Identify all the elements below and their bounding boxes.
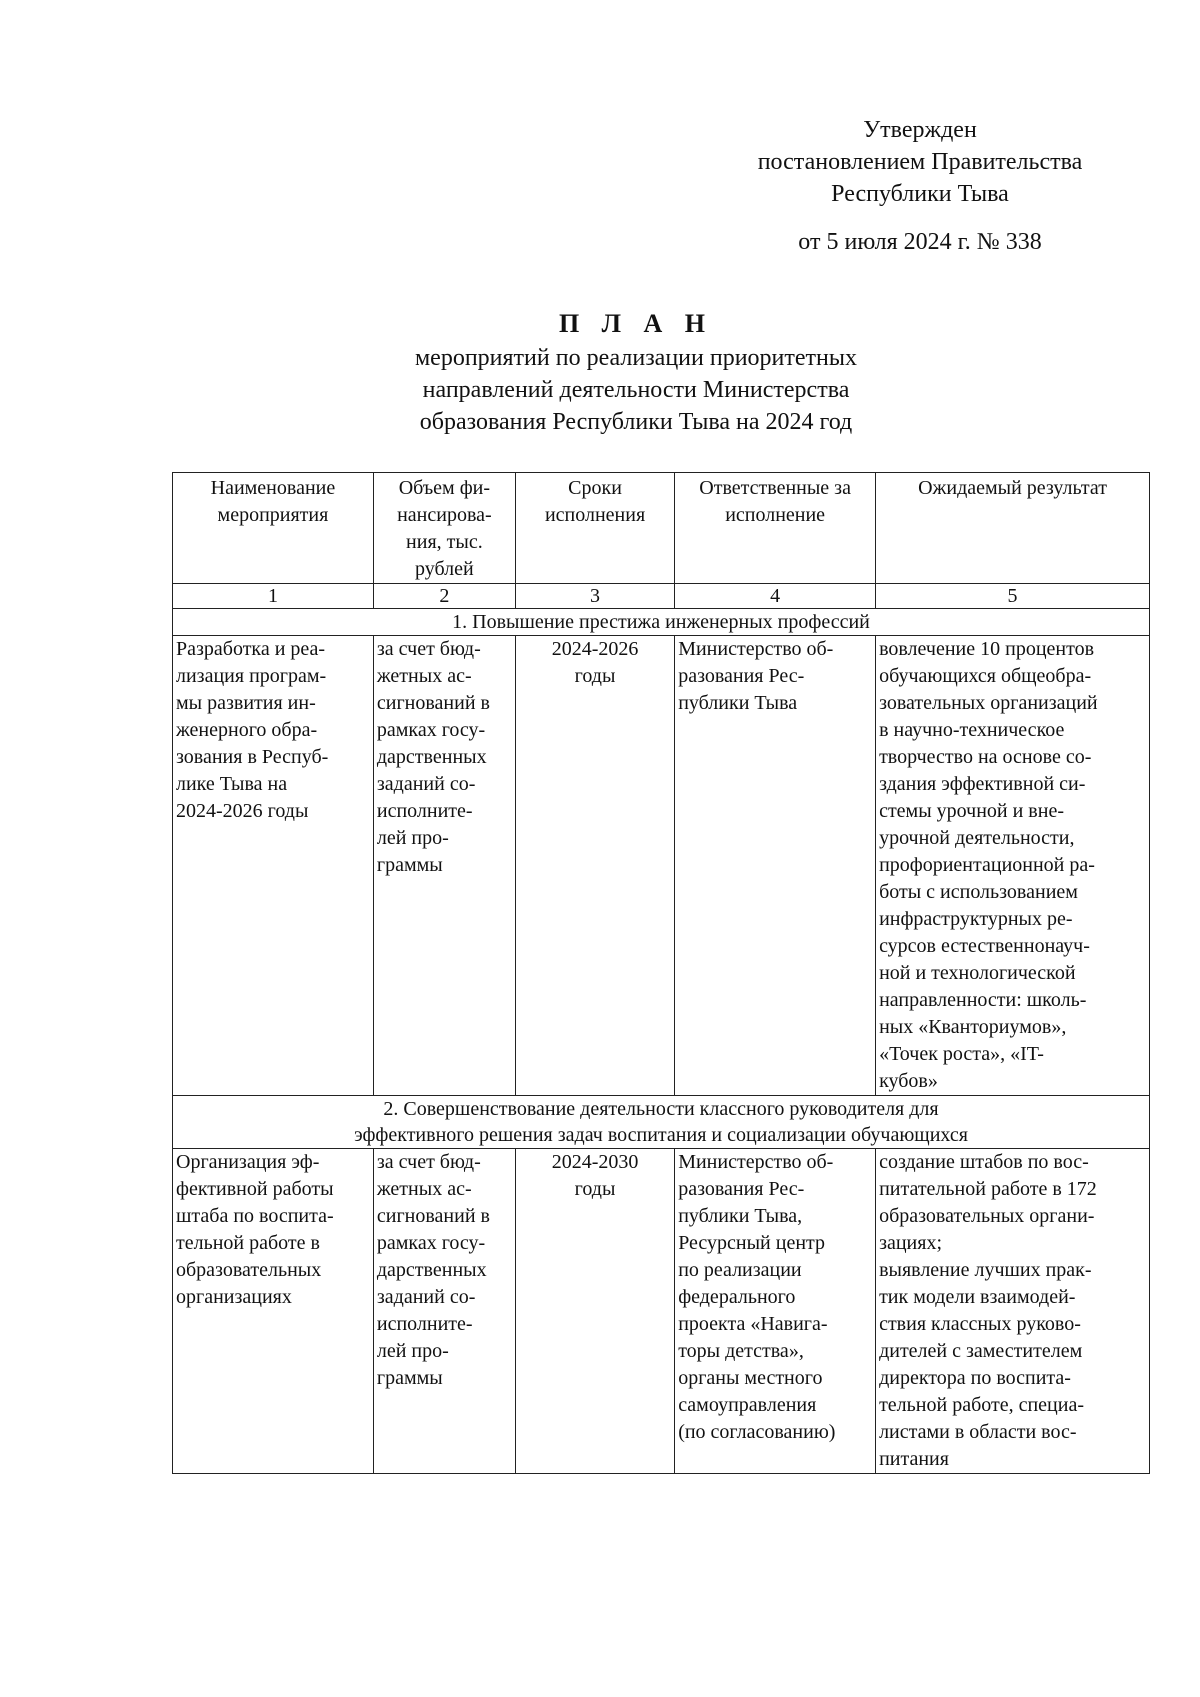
approval-line-1: Утвержден [863,117,977,143]
cell-responsible-line: Министерство об- [678,1151,834,1173]
section-title [173,609,1150,636]
cell-result [876,636,1150,1096]
cell-financing-line: исполните- [376,800,473,822]
column-number: 1 [173,584,374,609]
cell-name [173,636,374,1096]
cell-financing-line: граммы [376,854,443,876]
table-row [173,1149,1150,1474]
section-title-line: эффективного решения задач воспитания и социализации обучающихся [354,1124,968,1146]
cell-name-line: Разработка и реа- [176,638,326,660]
cell-financing-line: за счет бюд- [376,1151,481,1173]
cell-result-line: зациях; [879,1232,943,1254]
header-term-line: Сроки [568,477,622,499]
cell-term-line: годы [574,665,616,687]
header-financing-line: рублей [415,558,474,580]
cell-result-line: стемы урочной и вне- [879,800,1064,822]
cell-result [876,1149,1150,1474]
header-responsible [675,473,876,584]
header-result [876,473,1150,584]
table-body [173,609,1150,1474]
header-name-line: мероприятия [217,504,329,526]
cell-financing [373,636,515,1096]
header-name-line: Наименование [210,477,336,499]
table-header [173,473,1150,609]
cell-name-line: зования в Респуб- [176,746,329,768]
cell-financing-line: сигнований в [376,1205,490,1227]
title-line-3: образования Республики Тыва на 2024 год [419,409,853,435]
cell-term-line: 2024-2026 [551,638,639,660]
approval-line-3: Республики Тыва [831,181,1009,207]
cell-name-line: тельной работе в [176,1232,320,1254]
cell-result-line: ных «Кванториумов», [879,1016,1067,1038]
cell-result-line: урочной деятельности, [879,827,1075,849]
cell-responsible-line: федерального [678,1286,796,1308]
cell-financing-line: за счет бюд- [376,638,481,660]
cell-result-line: создание штабов по вос- [879,1151,1089,1173]
column-number: 4 [675,584,876,609]
cell-responsible-line: публики Тыва, [678,1205,803,1227]
cell-financing-line: дарственных [376,1259,487,1281]
section-title-row [173,1096,1150,1149]
cell-name-line: Организация эф- [176,1151,320,1173]
cell-responsible-line: разования Рес- [678,665,805,687]
header-financing-line: нансирова- [397,504,492,526]
cell-responsible [675,1149,876,1474]
cell-term [515,1149,674,1474]
cell-financing [373,1149,515,1474]
cell-result-line: питательной работе в 172 [879,1178,1097,1200]
cell-result-line: творчество на основе со- [879,746,1092,768]
header-financing-line: ния, тыс. [406,531,483,553]
table-row [173,636,1150,1096]
cell-name-line: женерного обра- [176,719,318,741]
cell-term-line: годы [574,1178,616,1200]
cell-result-line: ной и технологической [879,962,1076,984]
cell-financing-line: рамках госу- [376,719,486,741]
plan-table [172,472,1150,1474]
cell-result-line: зовательных организаций [879,692,1098,714]
cell-name-line: лизация програм- [176,665,327,687]
cell-financing-line: рамках госу- [376,1232,486,1254]
column-number-row [173,584,1150,609]
cell-responsible-line: Министерство об- [678,638,834,660]
cell-result-line: боты с использованием [879,881,1078,903]
header-name [173,473,374,584]
header-term [515,473,674,584]
header-term-line: исполнения [544,504,646,526]
cell-result-line: выявление лучших прак- [879,1259,1092,1281]
cell-financing-line: заданий со- [376,1286,476,1308]
cell-result-line: тик модели взаимодей- [879,1286,1076,1308]
plan-heading: П Л А Н [558,309,714,338]
header-financing-line: Объем фи- [398,477,491,499]
approval-date: от 5 июля 2024 г. № 338 [798,229,1042,255]
cell-result-line: дителей с заместителем [879,1340,1083,1362]
cell-result-line: здания эффективной си- [879,773,1086,795]
cell-name-line: мы развития ин- [176,692,316,714]
column-number: 3 [515,584,674,609]
title-line-1: мероприятий по реализации приоритетных [414,345,857,371]
cell-result-line: в научно-техническое [879,719,1065,741]
section-title-row [173,609,1150,636]
cell-result-line: листами в области вос- [879,1421,1077,1443]
cell-responsible-line: торы детства», [678,1340,804,1362]
cell-responsible-line: Ресурсный центр [678,1232,826,1254]
cell-responsible-line: публики Тыва [678,692,798,714]
cell-responsible-line: самоуправления [678,1394,817,1416]
column-number: 5 [876,584,1150,609]
cell-result-line: тельной работе, специа- [879,1394,1084,1416]
cell-name-line: штаба по воспита- [176,1205,334,1227]
document-title [172,308,1100,438]
cell-name-line: организациях [176,1286,292,1308]
cell-responsible [675,636,876,1096]
cell-term [515,636,674,1096]
section-title-line: 1. Повышение престижа инженерных профессий [452,611,870,633]
cell-result-line: вовлечение 10 процентов [879,638,1095,660]
cell-responsible-line: (по согласованию) [678,1421,836,1443]
header-responsible-line: Ответственные за [699,477,851,499]
cell-name-line: фективной работы [176,1178,334,1200]
cell-result-line: образовательных органи- [879,1205,1095,1227]
section-title-line: 2. Совершенствование деятельности классного руководителя для [383,1098,939,1120]
cell-result-line: питания [879,1448,949,1470]
cell-result-line: сурсов естественнонауч- [879,935,1090,957]
cell-financing-line: дарственных [376,746,487,768]
cell-result-line: директора по воспита- [879,1367,1071,1389]
cell-financing-line: лей про- [376,1340,449,1362]
header-row [173,473,1150,584]
cell-result-line: инфраструктурных ре- [879,908,1073,930]
cell-result-line: ствия классных руково- [879,1313,1081,1335]
cell-responsible-line: органы местного [678,1367,823,1389]
cell-name-line: образовательных [176,1259,322,1281]
cell-financing-line: сигнований в [376,692,490,714]
cell-responsible-line: разования Рес- [678,1178,805,1200]
cell-result-line: «Точек роста», «IT- [879,1043,1044,1065]
column-number: 2 [373,584,515,609]
header-result-line: Ожидаемый результат [918,477,1107,499]
cell-financing-line: граммы [376,1367,443,1389]
cell-term-line: 2024-2030 [551,1151,639,1173]
cell-financing-line: жетных ас- [376,665,472,687]
cell-name-line: лике Тыва на [176,773,288,795]
section-title [173,1096,1150,1149]
header-financing [373,473,515,584]
approval-block [740,114,1100,258]
cell-financing-line: лей про- [376,827,449,849]
cell-result-line: направленности: школь- [879,989,1087,1011]
title-line-2: направлений деятельности Министерства [422,377,850,403]
cell-result-line: профориентационной ра- [879,854,1095,876]
cell-financing-line: жетных ас- [376,1178,472,1200]
cell-responsible-line: по реализации [678,1259,802,1281]
cell-financing-line: исполните- [376,1313,473,1335]
approval-line-2: постановлением Правительства [757,149,1083,175]
cell-name-line: 2024-2026 годы [176,800,309,822]
header-responsible-line: исполнение [725,504,826,526]
cell-name [173,1149,374,1474]
cell-financing-line: заданий со- [376,773,476,795]
cell-result-line: кубов» [879,1070,938,1092]
cell-result-line: обучающихся общеобра- [879,665,1092,687]
cell-responsible-line: проекта «Навига- [678,1313,828,1335]
